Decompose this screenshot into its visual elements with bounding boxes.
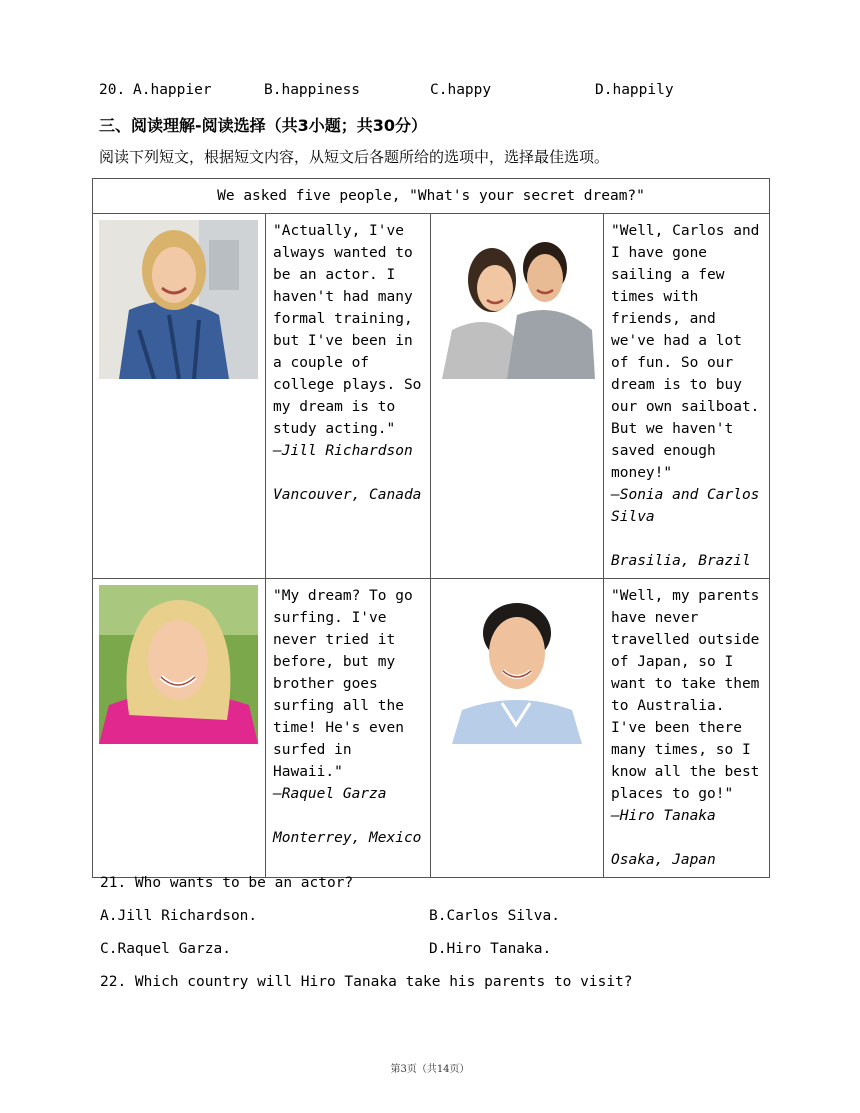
location-hiro: Osaka, Japan	[611, 852, 716, 868]
page-footer: 第3页（共14页）	[390, 1064, 470, 1075]
q20-option-c[interactable]: C.happy	[430, 82, 492, 98]
young-man-photo	[437, 585, 596, 744]
q20-option-b[interactable]: B.happiness	[264, 82, 361, 98]
entry-raquel	[266, 579, 431, 878]
q20-option-d[interactable]: D.happily	[595, 82, 674, 98]
signature-hiro: —Hiro Tanaka	[611, 808, 716, 824]
q22-question: 22. Which country will Hiro Tanaka take his parents to visit?	[100, 974, 633, 990]
section-heading: 三、阅读理解-阅读选择（共3小题；共30分）	[99, 116, 428, 135]
entry-silva	[604, 214, 770, 579]
q20-options	[99, 82, 779, 102]
location-silva: Brasilia, Brazil	[611, 553, 751, 569]
signature-silva: —Sonia and Carlos Silva	[611, 487, 760, 525]
q21-question: 21. Who wants to be an actor?	[100, 875, 354, 891]
dreams-table	[92, 178, 770, 878]
entry-jill	[266, 214, 431, 579]
photo-cell-raquel	[93, 579, 266, 878]
couple-photo	[437, 220, 596, 379]
quote-hiro: "Well, my parents have never travelled outside of Japan, so I want to take them to Australia. I've been there many times, so I know all the best places to go!"	[611, 588, 760, 802]
q20-option-a[interactable]: A.happier	[133, 82, 212, 98]
q21-option-c[interactable]: C.Raquel Garza.	[100, 941, 231, 957]
signature-raquel: —Raquel Garza	[273, 786, 387, 802]
woman-smiling-photo	[99, 220, 258, 379]
q20-number: 20.	[99, 82, 126, 98]
table-caption: We asked five people, "What's your secret dream?"	[93, 179, 770, 214]
signature-jill: —Jill Richardson	[273, 443, 413, 459]
q21-option-b[interactable]: B.Carlos Silva.	[429, 908, 560, 924]
instruction-text: 阅读下列短文，根据短文内容，从短文后各题所给的选项中，选择最佳选项。	[99, 148, 610, 166]
photo-cell-silva	[431, 214, 604, 579]
blonde-woman-photo	[99, 585, 258, 744]
q21-option-d[interactable]: D.Hiro Tanaka.	[429, 941, 552, 957]
location-raquel: Monterrey, Mexico	[273, 830, 422, 846]
location-jill: Vancouver, Canada	[273, 487, 422, 503]
quote-silva: "Well, Carlos and I have gone sailing a few times with friends, and we've had a lot of fun. So our dream is to buy our own sailboat. But we haven't saved enough money!"	[611, 223, 760, 481]
quote-raquel: "My dream? To go surfing. I've never tried it before, but my brother goes surfing all the time! He's even surfed in Hawaii."	[273, 588, 413, 780]
q21-option-a[interactable]: A.Jill Richardson.	[100, 908, 258, 924]
photo-cell-jill	[93, 214, 266, 579]
photo-cell-hiro	[431, 579, 604, 878]
entry-hiro	[604, 579, 770, 878]
quote-jill: "Actually, I've always wanted to be an actor. I haven't had many formal training, but I've been in a couple of college plays. So my dream is to study acting."	[273, 223, 422, 437]
